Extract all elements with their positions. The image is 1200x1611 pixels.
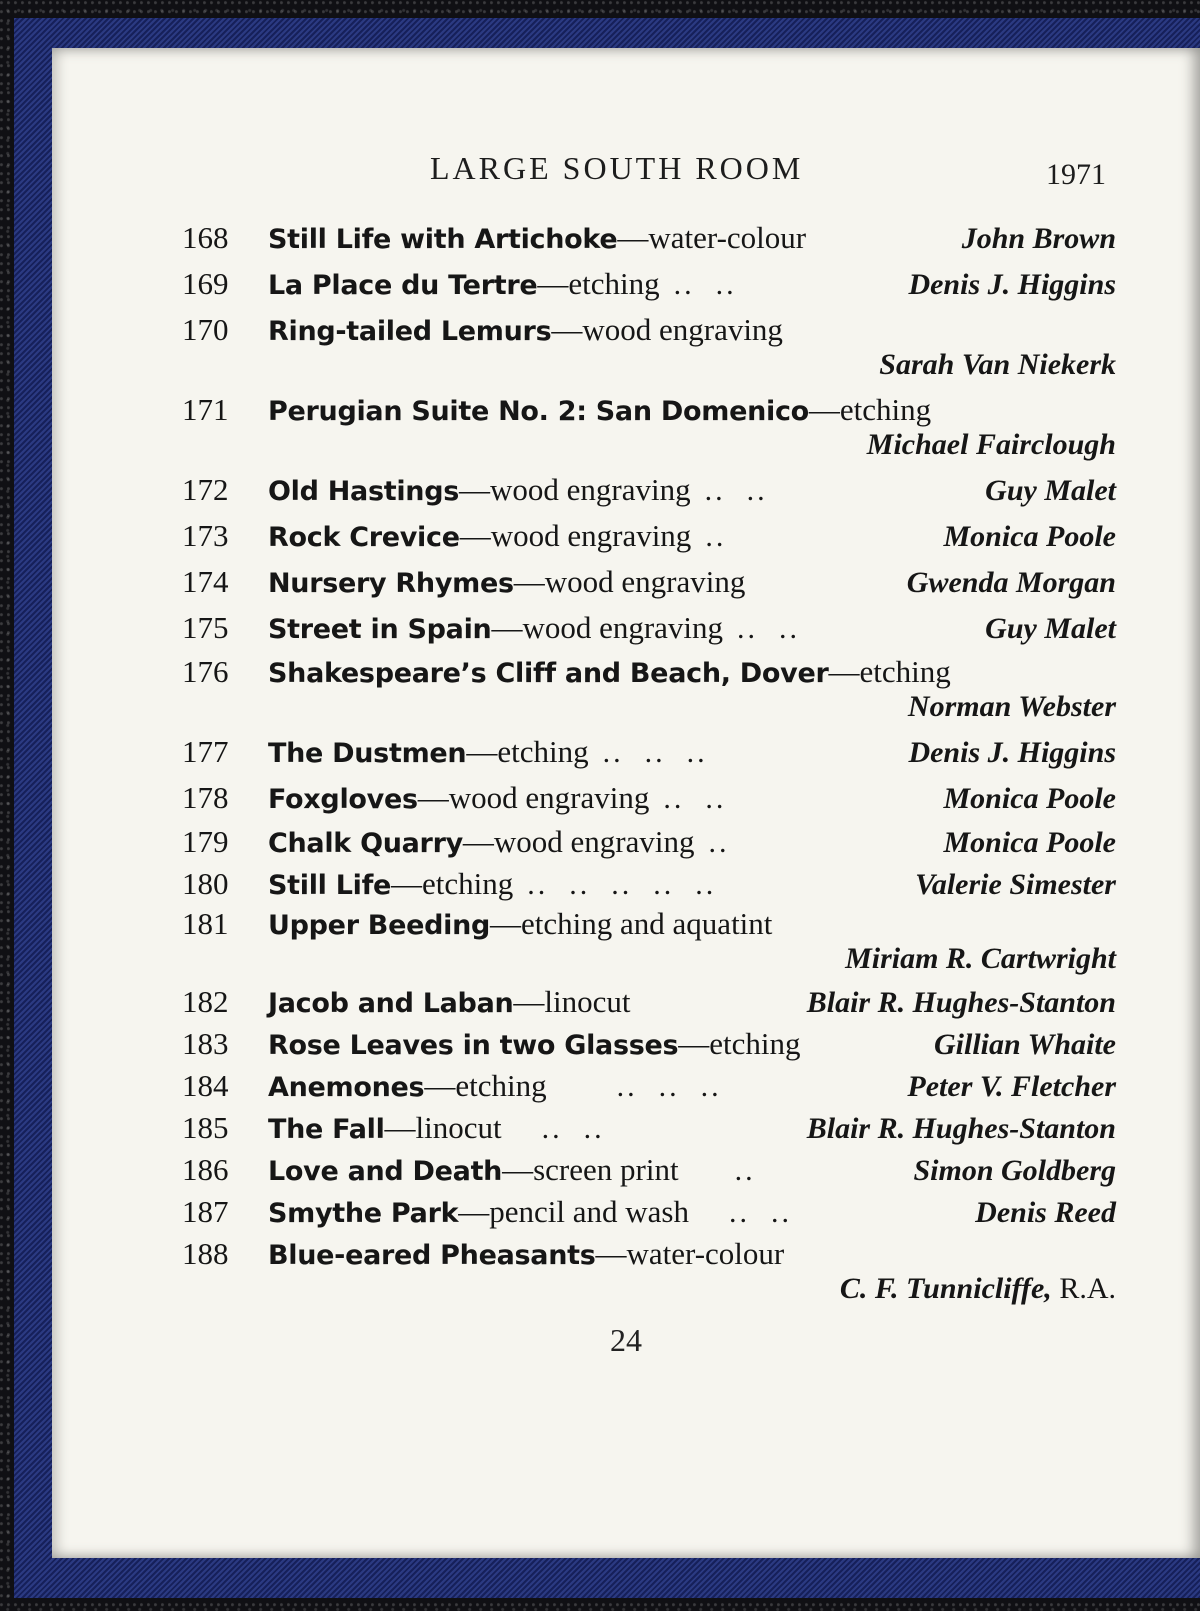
- catalogue-entry: [0, 1194, 1200, 1238]
- entry-title: Rock Crevice: [268, 522, 460, 553]
- entry-number: 171: [182, 392, 229, 427]
- entry-medium: —linocut: [513, 984, 631, 1019]
- catalogue-entry-continuation: [0, 428, 1200, 472]
- entry-artist: Blair R. Hughes-Stanton: [806, 986, 1116, 1019]
- entry-number: 176: [182, 654, 229, 689]
- entry-medium: —wood engraving: [491, 610, 724, 645]
- page-number: 24: [610, 1322, 642, 1358]
- entry-medium: —etching: [466, 734, 589, 769]
- entry-medium: —water-colour: [595, 1236, 785, 1271]
- entry-medium: —etching: [808, 392, 932, 427]
- entry-title: Old Hastings: [268, 476, 460, 507]
- dot-leader: ..: [705, 520, 727, 553]
- entry-number: 187: [182, 1194, 229, 1229]
- catalogue-entry: [0, 824, 1200, 868]
- entry-number: 172: [182, 472, 229, 507]
- entry-number: 178: [182, 780, 229, 815]
- entry-artist: Gwenda Morgan: [906, 566, 1116, 599]
- catalogue-entry: [0, 220, 1200, 264]
- entry-number: 179: [182, 824, 229, 859]
- entry-title: Still Life with Artichoke: [268, 224, 618, 255]
- entry-medium: —etching: [391, 866, 514, 901]
- catalogue-entry: [0, 1026, 1200, 1070]
- entry-artist-suffix: R.A.: [1059, 1272, 1116, 1305]
- entry-artist: Monica Poole: [943, 826, 1116, 859]
- entry-medium: —water-colour: [617, 220, 807, 255]
- entry-artist: Peter V. Fletcher: [907, 1070, 1116, 1103]
- entry-title: Nursery Rhymes: [268, 568, 514, 599]
- entry-number: 168: [182, 220, 229, 255]
- dot-leader: .. .. ..: [602, 736, 708, 769]
- catalogue-entry: [0, 1068, 1200, 1112]
- catalogue-entry: [0, 610, 1200, 654]
- entry-title: The Dustmen: [268, 738, 467, 769]
- catalogue-entry-continuation: [0, 1272, 1200, 1316]
- entry-title: Perugian Suite No. 2: San Domenico: [268, 396, 809, 427]
- entry-title: The Fall: [268, 1114, 385, 1145]
- page-title: LARGE SOUTH ROOM: [430, 150, 804, 186]
- entry-number: 184: [182, 1068, 229, 1103]
- entry-artist: Michael Fairclough: [866, 428, 1116, 461]
- entry-artist: Miriam R. Cartwright: [845, 942, 1116, 975]
- entry-title: La Place du Tertre: [268, 270, 538, 301]
- entry-artist: Denis J. Higgins: [908, 736, 1116, 769]
- entry-title: Ring-tailed Lemurs: [268, 316, 552, 347]
- catalogue-entry: [0, 984, 1200, 1028]
- catalogue-entry-continuation: [0, 690, 1200, 734]
- entry-medium: —wood engraving: [417, 780, 650, 815]
- entry-medium: —wood engraving: [513, 564, 746, 599]
- catalogue-entry: [0, 564, 1200, 608]
- entry-number: 175: [182, 610, 229, 645]
- entry-medium: —etching: [537, 266, 660, 301]
- entry-number: 185: [182, 1110, 229, 1145]
- catalogue-entry: [0, 734, 1200, 778]
- entry-artist: Guy Malet: [985, 474, 1116, 507]
- entry-number: 181: [182, 906, 229, 941]
- dot-leader: .. .. ..: [616, 1070, 722, 1103]
- dot-leader: .. ..: [704, 474, 768, 507]
- entry-artist: Blair R. Hughes-Stanton: [806, 1112, 1116, 1145]
- entry-artist: Gillian Whaite: [934, 1028, 1116, 1061]
- entry-title: Shakespeare’s Cliff and Beach, Dover: [268, 658, 829, 689]
- entry-artist: Monica Poole: [943, 782, 1116, 815]
- entry-title: Blue-eared Pheasants: [268, 1240, 596, 1271]
- entry-title: Anemones: [268, 1072, 425, 1103]
- entry-artist: Monica Poole: [943, 520, 1116, 553]
- entry-title: Smythe Park: [268, 1198, 459, 1229]
- entry-artist: Valerie Simester: [915, 868, 1116, 901]
- entry-title: Upper Beeding: [268, 910, 491, 941]
- catalogue-entry: [0, 1110, 1200, 1154]
- entry-number: 182: [182, 984, 229, 1019]
- entry-medium: —wood engraving: [459, 518, 692, 553]
- entry-medium: —etching: [424, 1068, 547, 1103]
- entry-artist: Simon Goldberg: [913, 1154, 1116, 1187]
- entry-medium: —wood engraving: [551, 312, 783, 347]
- catalogue-entry: [0, 866, 1200, 910]
- dot-leader: .. .. .. .. ..: [527, 868, 717, 901]
- entry-title: Still Life: [268, 870, 392, 901]
- entry-number: 188: [182, 1236, 229, 1271]
- entry-artist-name: C. F. Tunnicliffe,: [839, 1272, 1052, 1305]
- entry-title: Foxgloves: [268, 784, 418, 815]
- dot-leader: .. ..: [729, 1196, 792, 1229]
- entry-artist: Denis J. Higgins: [908, 268, 1116, 301]
- entry-title: Rose Leaves in two Glasses: [268, 1030, 679, 1061]
- dot-leader: .. ..: [673, 268, 737, 301]
- entry-number: 173: [182, 518, 229, 553]
- dot-leader: ..: [734, 1154, 756, 1187]
- entry-artist: Norman Webster: [907, 690, 1116, 723]
- entry-number: 180: [182, 866, 229, 901]
- catalogue-entry: [0, 780, 1200, 824]
- entry-medium: —wood engraving: [459, 472, 691, 507]
- catalogue-entry-continuation: [0, 348, 1200, 392]
- entry-medium: —etching: [678, 1026, 801, 1061]
- entry-number: 186: [182, 1152, 229, 1187]
- entry-artist: John Brown: [961, 222, 1116, 255]
- entry-medium: —wood engraving: [462, 824, 695, 859]
- entry-artist: Sarah Van Niekerk: [879, 348, 1116, 381]
- entry-number: 170: [182, 312, 229, 347]
- entry-medium: —etching and aquatint: [490, 906, 773, 941]
- entry-medium: —pencil and wash: [458, 1194, 689, 1229]
- page-year: 1971: [1046, 158, 1106, 191]
- entry-medium: —screen print: [502, 1152, 679, 1187]
- catalogue-entry: [0, 518, 1200, 562]
- catalogue-entry: [0, 1152, 1200, 1196]
- entry-number: 174: [182, 564, 229, 599]
- entry-number: 169: [182, 266, 229, 301]
- entry-medium: —etching: [828, 654, 951, 689]
- entry-medium: —linocut: [384, 1110, 502, 1145]
- dot-leader: ..: [708, 826, 730, 859]
- entry-title: Love and Death: [268, 1156, 503, 1187]
- dot-leader: .. ..: [737, 612, 801, 645]
- entry-title: Jacob and Laban: [268, 988, 514, 1019]
- catalogue-entry: [0, 266, 1200, 310]
- entry-number: 177: [182, 734, 229, 769]
- catalogue-entry-continuation: [0, 942, 1200, 986]
- entry-artist: Denis Reed: [975, 1196, 1116, 1229]
- catalogue-entry: [0, 472, 1200, 516]
- entry-artist: [840, 1272, 1116, 1306]
- entry-title: Street in Spain: [268, 614, 492, 645]
- dot-leader: .. ..: [663, 782, 727, 815]
- entry-number: 183: [182, 1026, 229, 1061]
- entry-title: Chalk Quarry: [268, 828, 463, 859]
- entry-artist: Guy Malet: [985, 612, 1116, 645]
- dot-leader: .. ..: [541, 1112, 605, 1145]
